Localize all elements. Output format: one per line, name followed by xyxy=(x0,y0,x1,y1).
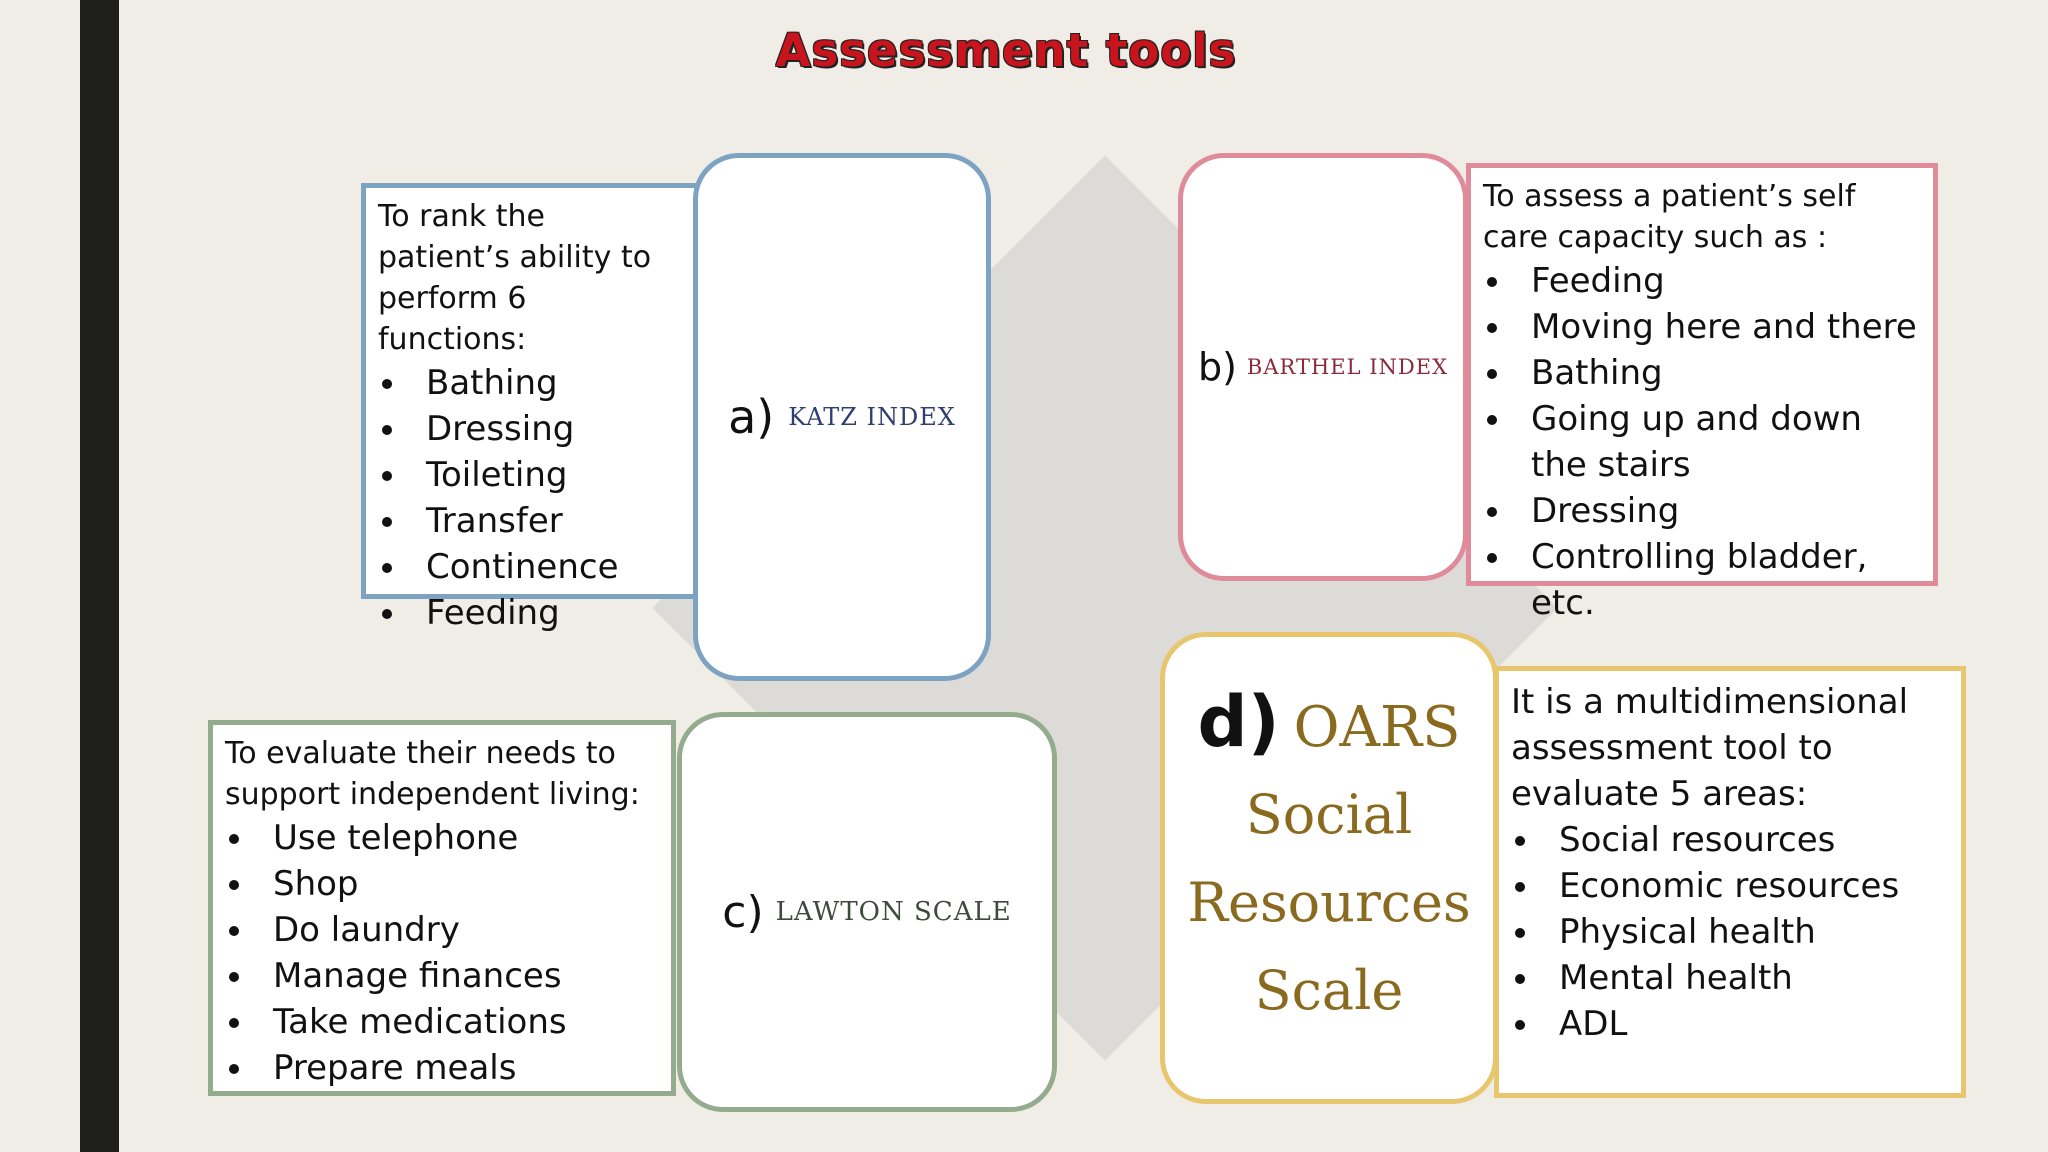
oars-card xyxy=(1160,632,1498,1104)
left-accent-bar xyxy=(80,0,119,1152)
list-item: ADL xyxy=(1511,1001,1953,1047)
barthel-name: BARTHEL INDEX xyxy=(1246,355,1449,379)
list-item: Feeding xyxy=(378,590,684,636)
oars-name-line-1: OARS xyxy=(1293,695,1461,760)
list-item: Continence xyxy=(378,544,684,590)
lawton-intro: To evaluate their needs to support independent living: xyxy=(225,736,640,812)
list-item: Mental health xyxy=(1511,955,1953,1001)
list-item: Do laundry xyxy=(225,907,663,953)
list-item: Moving here and there xyxy=(1483,304,1925,350)
list-item: Prepare meals xyxy=(225,1045,663,1091)
oars-intro: It is a multidimensional assessment tool to evaluate 5 areas: xyxy=(1511,682,1909,814)
list-item: Physical health xyxy=(1511,909,1953,955)
list-item: Going up and down the stairs xyxy=(1483,396,1925,488)
katz-description-box xyxy=(361,183,699,633)
list-item: Bathing xyxy=(378,360,684,406)
oars-areas-list xyxy=(1511,817,1953,1047)
oars-letter: d) xyxy=(1197,681,1280,763)
barthel-index-card xyxy=(1178,153,1468,581)
barthel-description-box xyxy=(1466,163,1938,623)
list-item: Feeding xyxy=(1483,258,1925,304)
lawton-name: LAWTON SCALE xyxy=(775,897,1012,927)
katz-intro: To rank the patient’s ability to perform 6 functions: xyxy=(378,199,652,357)
katz-function-list xyxy=(378,360,684,636)
list-item: Take medications xyxy=(225,999,663,1045)
barthel-letter: b) xyxy=(1197,345,1237,389)
list-item: Use telephone xyxy=(225,815,663,861)
barthel-capacity-list xyxy=(1483,258,1925,626)
list-item: Dressing xyxy=(378,406,684,452)
slide-title: Assessment tools xyxy=(775,24,1237,77)
list-item: Social resources xyxy=(1511,817,1953,863)
lawton-scale-card xyxy=(677,712,1057,1112)
oars-name-line-4: Scale xyxy=(1254,959,1404,1022)
katz-index-card xyxy=(693,153,991,681)
lawton-description-box xyxy=(208,720,676,1096)
lawton-needs-list xyxy=(225,815,663,1091)
list-item: Transfer xyxy=(378,498,684,544)
list-item: Bathing xyxy=(1483,350,1925,396)
katz-name: KATZ INDEX xyxy=(788,403,956,431)
barthel-intro: To assess a patient’s self care capacity such as : xyxy=(1483,179,1856,255)
katz-letter: a) xyxy=(728,390,775,444)
list-item: Toileting xyxy=(378,452,684,498)
list-item: Controlling bladder, etc. xyxy=(1483,534,1925,626)
lawton-letter: c) xyxy=(722,886,764,938)
list-item: Shop xyxy=(225,861,663,907)
list-item: Manage finances xyxy=(225,953,663,999)
list-item: Dressing xyxy=(1483,488,1925,534)
oars-name-line-3: Resources xyxy=(1187,871,1471,934)
list-item: Economic resources xyxy=(1511,863,1953,909)
oars-description-box xyxy=(1494,666,1966,1098)
oars-name-line-2: Social xyxy=(1245,783,1413,846)
